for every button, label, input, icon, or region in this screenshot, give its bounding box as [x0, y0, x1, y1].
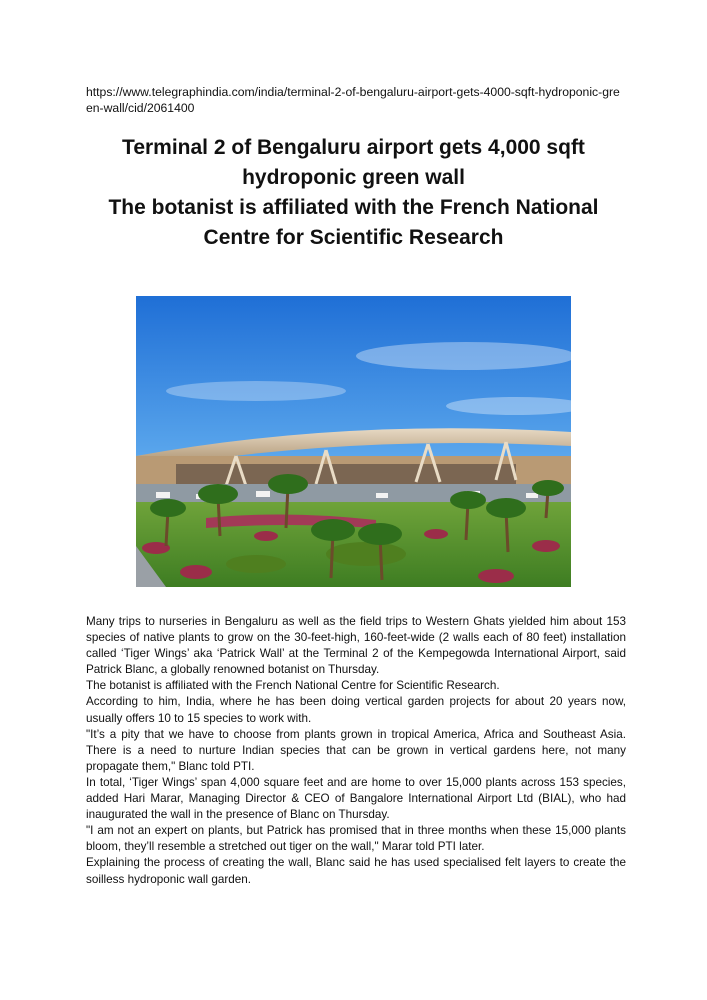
article-paragraph: In total, ‘Tiger Wings’ span 4,000 square feet and are home to over 15,000 plants across 153 species, added Hari Marar, Managing Director & CEO of Bangalore International Airport Ltd (BIAL), who had inaugurated the wall in the presence of Blanc on Thursday.	[86, 775, 626, 822]
article-paragraph: "It’s a pity that we have to choose from plants grown in tropical America, Africa and Southeast Asia. There is a need to nurture Indian species that can be grown in vertical gardens here, not many propagate them," Blanc told PTI.	[86, 727, 626, 773]
article-paragraph: The botanist is affiliated with the French National Centre for Scientific Research.	[86, 679, 500, 693]
article-paragraph: Explaining the process of creating the wall, Blanc said he has used specialised felt layers to create the soilless hydroponic wall garden.	[86, 856, 626, 886]
headline-line: Centre for Scientific Research	[203, 226, 504, 249]
airport-terminal-photo	[136, 296, 571, 587]
article-body	[86, 614, 626, 888]
article-paragraph: Many trips to nurseries in Bengaluru as well as the field trips to Western Ghats yielded him about 153 species of native plants to grow on the 30-feet-high, 160-feet-wide (2 walls each of 80 feet) installation called ‘Tiger Wings’ aka ‘Patrick Wall’ at the Terminal 2 of the Kempegowda International Airport, said Patrick Blanc, a globally renowned botanist on Thursday.	[86, 615, 626, 677]
headline	[60, 133, 647, 253]
headline-line: Terminal 2 of Bengaluru airport gets 4,000 sqft	[122, 136, 585, 159]
article-paragraph: "I am not an expert on plants, but Patrick has promised that in three months when these 15,000 plants bloom, they’ll resemble a stretched out tiger on the wall," Marar told PTI later.	[86, 824, 626, 854]
headline-line: The botanist is affiliated with the French National	[108, 196, 599, 219]
article-paragraph: According to him, India, where he has been doing vertical garden projects for about 20 years now, usually offers 10 to 15 species to work with.	[86, 695, 626, 725]
source-url[interactable]: https://www.telegraphindia.com/india/terminal-2-of-bengaluru-airport-gets-4000-sqft-hydroponic-green-wall/cid/2061400	[86, 85, 620, 115]
headline-line: hydroponic green wall	[242, 166, 465, 189]
